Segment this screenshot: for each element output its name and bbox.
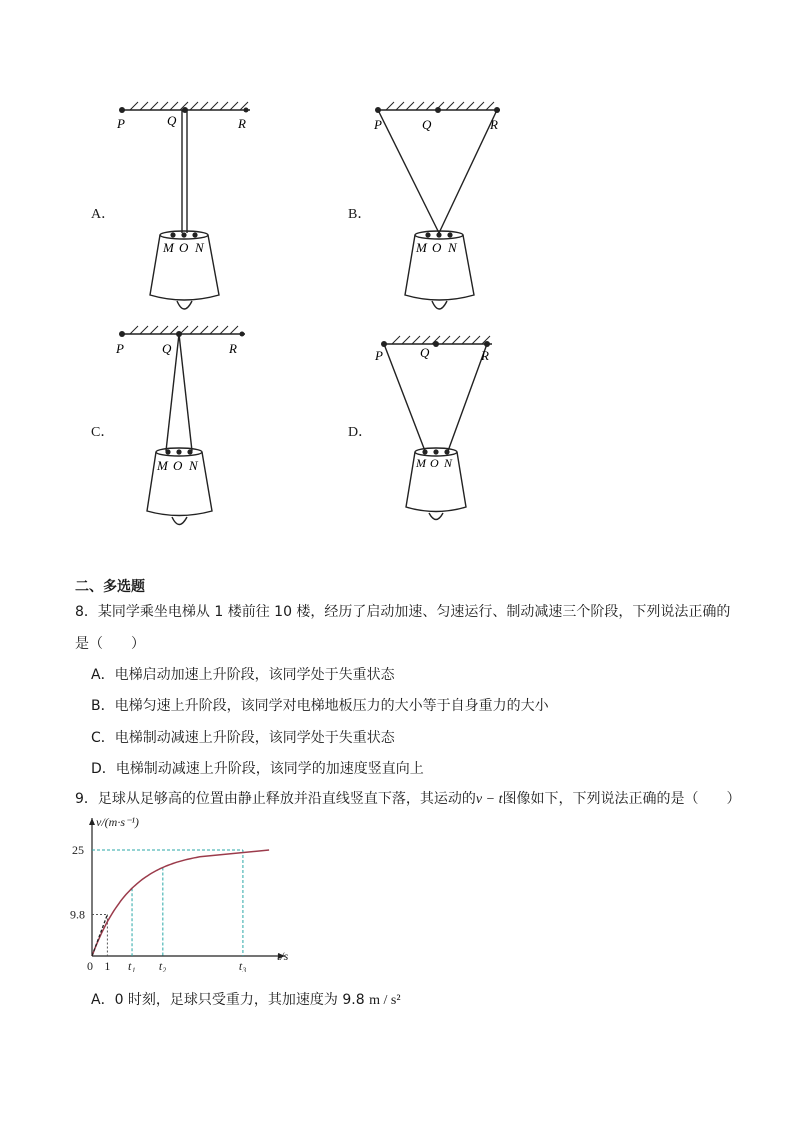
figure-option-c <box>95 318 275 538</box>
q9-option-a <box>91 990 401 1011</box>
label-n: N <box>444 456 453 470</box>
label-p: P <box>117 116 125 131</box>
tangent-line <box>92 914 107 956</box>
label-o: O <box>430 456 439 470</box>
label-r: R <box>490 117 498 132</box>
y-axis-arrow <box>89 818 95 825</box>
label-r: R <box>238 116 246 131</box>
lamp-diagram-d <box>350 325 530 535</box>
option-d-letter: D． <box>348 425 373 440</box>
lamp-diagram-a <box>95 95 275 325</box>
label-m: M <box>163 240 174 255</box>
label-r: R <box>229 341 237 356</box>
q8-option-c: C．电梯制动减速上升阶段，该同学处于失重状态 <box>91 730 395 746</box>
x-tick-0: 0 <box>87 959 93 972</box>
x-tick-t3: t₃ <box>238 959 247 972</box>
x-tick-t2: t₂ <box>158 959 167 972</box>
figure-option-d <box>350 325 530 535</box>
label-p: P <box>374 117 382 132</box>
label-m: M <box>416 456 426 470</box>
x-axis-label: t/s <box>277 949 289 963</box>
label-q: Q <box>162 341 172 356</box>
q9-stem-math: v − t <box>475 792 503 807</box>
q8-stem-line1: 8．某同学乘坐电梯从 1 楼前往 10 楼，经历了启动加速、匀速运行、制动减速三个阶段，下列说法正确的 <box>75 604 731 620</box>
label-n: N <box>189 458 198 473</box>
label-m: M <box>157 458 168 473</box>
label-n: N <box>195 240 204 255</box>
vt-chart-svg <box>70 812 310 972</box>
label-p: P <box>375 348 383 363</box>
label-o: O <box>432 240 442 255</box>
label-q: Q <box>420 345 430 360</box>
option-b-letter: B． <box>348 207 372 222</box>
label-p: P <box>116 341 124 356</box>
q8-option-d: D．电梯制动减速上升阶段，该同学的加速度竖直向上 <box>91 761 424 777</box>
q8-stem-line2: 是（ ） <box>75 636 145 652</box>
q9-option-a-unit: m / s² <box>369 993 401 1008</box>
q8-option-a: A．电梯启动加速上升阶段，该同学处于失重状态 <box>91 667 395 683</box>
label-r: R <box>481 348 489 363</box>
section-title: 二、多选题 <box>75 579 145 595</box>
q9-stem-pre: 9．足球从足够高的位置由静止释放并沿直线竖直下落，其运动的 <box>75 791 476 807</box>
y-tick-9-8: 9.8 <box>70 907 85 922</box>
label-n: N <box>448 240 457 255</box>
label-o: O <box>173 458 183 473</box>
figure-option-b <box>350 95 530 325</box>
option-c-letter: C． <box>91 425 115 440</box>
label-q: Q <box>167 113 177 128</box>
label-m: M <box>416 240 427 255</box>
label-q: Q <box>422 117 432 132</box>
lamp-diagram-b <box>350 95 530 325</box>
q9-option-a-text: A．0 时刻，足球只受重力，其加速度为 9.8 <box>91 992 370 1008</box>
y-axis-label: v/(m·s⁻¹) <box>96 815 139 829</box>
x-tick-t1: t₁ <box>128 959 136 972</box>
figure-option-a <box>95 95 275 325</box>
x-tick-1: 1 <box>104 959 111 972</box>
q8-option-b: B．电梯匀速上升阶段，该同学对电梯地板压力的大小等于自身重力的大小 <box>91 698 549 714</box>
q9-stem <box>75 789 740 810</box>
y-tick-25: 25 <box>72 843 84 857</box>
label-o: O <box>179 240 189 255</box>
q9-stem-post: 图像如下，下列说法正确的是（ ） <box>502 791 741 807</box>
lamp-diagram-c <box>95 318 275 538</box>
option-a-letter: A． <box>91 207 116 222</box>
vt-chart <box>70 812 310 972</box>
